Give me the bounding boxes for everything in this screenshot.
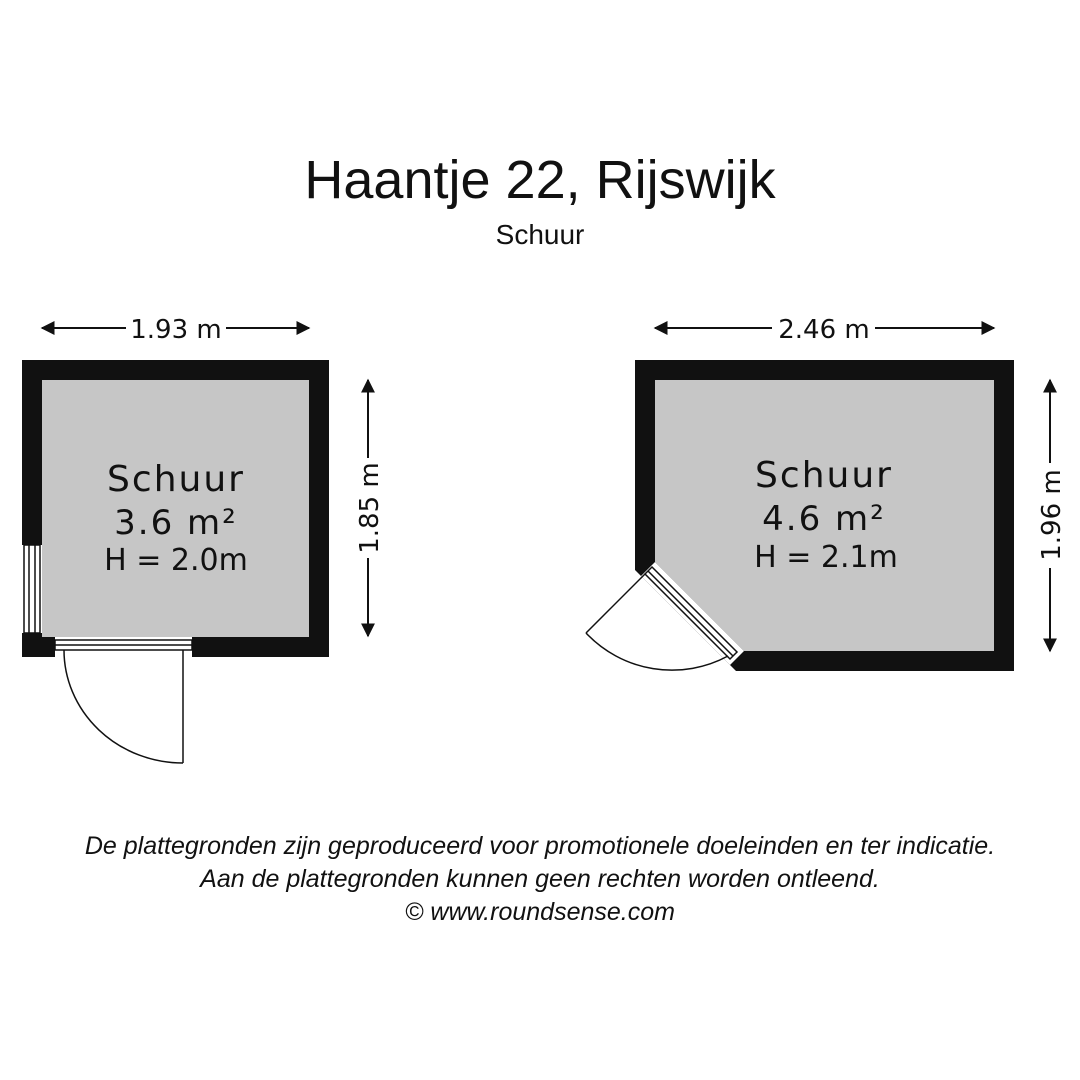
room-2	[586, 315, 1067, 671]
room-2-width-label: 2.46 m	[778, 315, 870, 345]
room-2-height: H = 2.1m	[754, 540, 898, 575]
disclaimer-line-2: Aan de plattegronden kunnen geen rechten worden ontleend.	[200, 865, 880, 893]
room-1-width-dimension	[42, 315, 309, 345]
room-1-name: Schuur	[107, 459, 245, 500]
room-1-depth-label: 1.85 m	[355, 462, 385, 554]
plan-subtitle: Schuur	[495, 219, 585, 250]
plan-title: Haantje 22, Rijswijk	[304, 150, 776, 210]
room-1-area: 3.6 m²	[114, 503, 238, 543]
room-2-name: Schuur	[755, 455, 893, 496]
disclaimer	[0, 830, 1080, 929]
room-1	[22, 315, 385, 763]
disclaimer-line-1: De plattegronden zijn geproduceerd voor promotionele doeleinden en ter indicatie.	[84, 832, 996, 860]
copyright-link[interactable]: © www.roundsense.com	[405, 898, 675, 926]
room-1-width-label: 1.93 m	[130, 315, 222, 345]
room-2-depth-label: 1.96 m	[1037, 469, 1067, 561]
room-2-area: 4.6 m²	[762, 499, 886, 539]
room-1-depth-dimension	[355, 380, 385, 636]
room-1-door	[55, 640, 192, 763]
room-2-depth-dimension	[1037, 380, 1067, 651]
room-1-window-opening	[22, 545, 42, 633]
room-1-height: H = 2.0m	[104, 543, 248, 578]
room-2-width-dimension	[655, 315, 994, 345]
